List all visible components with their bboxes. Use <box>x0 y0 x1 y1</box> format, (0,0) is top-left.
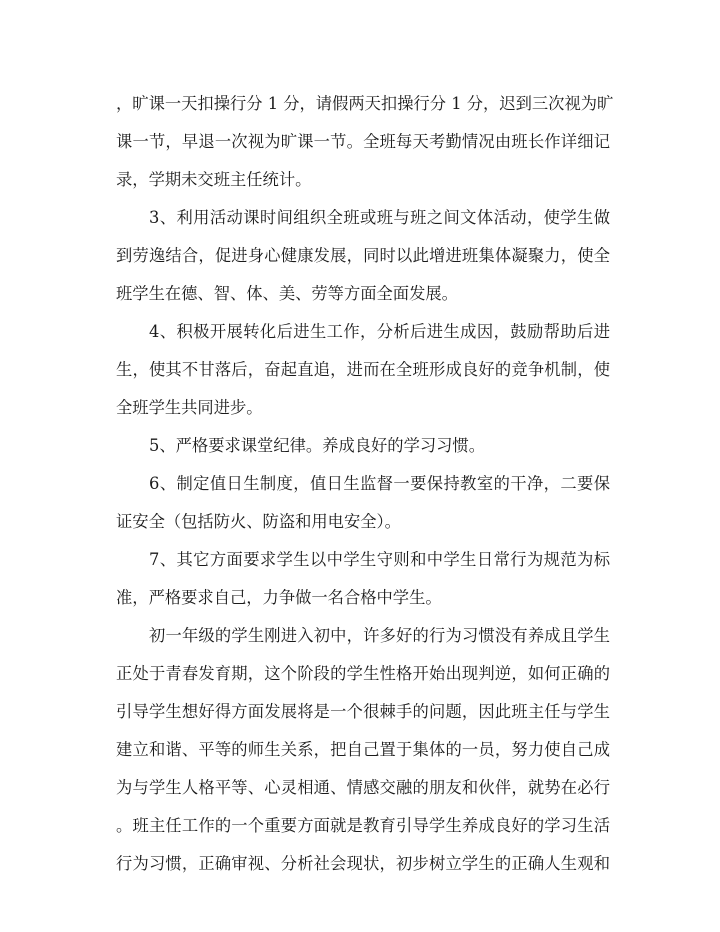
text-line: 班学生在德、智、体、美、劳等方面全面发展。 <box>116 284 458 303</box>
text-line: 准，严格要求自己，力争做一名合格中学生。 <box>116 588 442 607</box>
text-line: 5、严格要求课堂纪律。养成良好的学习习惯。 <box>149 436 485 455</box>
text-line: 6、制定值日生制度，值日生监督一要保持教室的干净，二要保 <box>149 474 610 493</box>
text-line: 为与学生人格平等、心灵相通、情感交融的朋友和伙伴，就势在必行 <box>116 778 610 797</box>
text-line: 正处于青春发育期，这个阶段的学生性格开始出现判逆，如何正确的 <box>116 664 610 683</box>
text-line: 行为习惯，正确审视、分析社会现状，初步树立学生的正确人生观和 <box>116 854 610 873</box>
text-line: ，旷课一天扣操行分 1 分，请假两天扣操行分 1 分，迟到三次视为旷 <box>116 94 614 113</box>
text-line: 录，学期未交班主任统计。 <box>116 170 312 189</box>
text-line: 课一节，早退一次视为旷课一节。全班每天考勤情况由班长作详细记 <box>116 132 610 151</box>
text-line: 生，使其不甘落后，奋起直追，进而在全班形成良好的竞争机制，使 <box>116 360 610 379</box>
text-line: 全班学生共同进步。 <box>116 398 263 417</box>
text-line: 4、积极开展转化后进生工作，分析后进生成因，鼓励帮助后进 <box>149 322 610 341</box>
text-line: 初一年级的学生刚进入初中，许多好的行为习惯没有养成且学生 <box>149 626 610 645</box>
text-line: 到劳逸结合，促进身心健康发展，同时以此增进班集体凝聚力，使全 <box>116 246 610 265</box>
text-line: 3、利用活动课时间组织全班或班与班之间文体活动，使学生做 <box>149 208 610 227</box>
text-line: 证安全（包括防火、防盗和用电安全）。 <box>116 512 401 531</box>
text-line: 建立和谐、平等的师生关系，把自己置于集体的一员，努力使自己成 <box>116 740 610 759</box>
text-line: 7、其它方面要求学生以中学生守则和中学生日常行为规范为标 <box>149 550 610 569</box>
text-line: 引导学生想好得方面发展将是一个很棘手的问题，因此班主任与学生 <box>116 702 610 721</box>
text-line: 。班主任工作的一个重要方面就是教育引导学生养成良好的学习生活 <box>116 816 610 835</box>
